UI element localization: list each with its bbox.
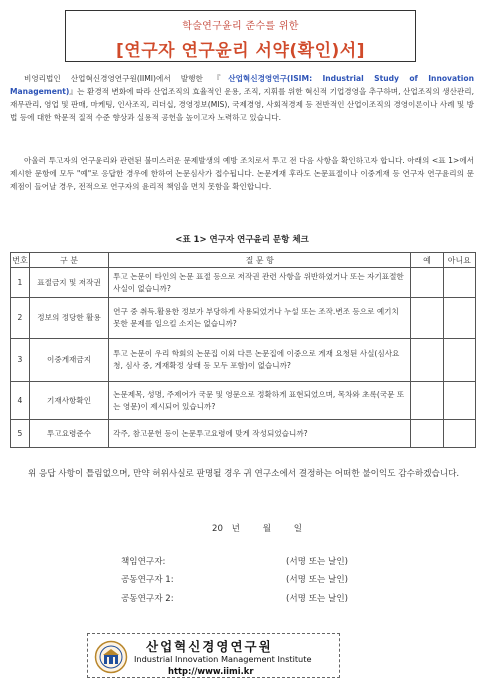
institute-footer <box>87 633 340 678</box>
row-category: 기재사항확인 <box>29 382 108 420</box>
date-year: 20 년 <box>212 524 240 534</box>
row-category: 이중게재금지 <box>29 339 108 382</box>
header-no: 번호 <box>11 253 30 268</box>
intro-p1-start: 비영리법인 산업혁신경영연구원(IIMI)에서 발행한 『 <box>24 74 229 83</box>
journal-name: 산업혁신경영연구(ISIM: Industrial Study of Innovation Management) <box>10 74 474 96</box>
signer-role-co1: 공동연구자 1: <box>121 575 174 585</box>
table-row <box>11 339 476 382</box>
row-question: 연구 중 취득.활용한 정보가 부당하게 사용되었거나 누설 또는 조작.변조 등으로 예기치 못한 문제를 일으킬 소지는 없습니까? <box>109 298 411 339</box>
document-title: [연구자 연구윤리 서약(확인)서] <box>116 41 365 61</box>
header-question: 질 문 항 <box>109 253 411 268</box>
row-number: 5 <box>11 420 30 448</box>
date-month: 월 <box>262 524 272 534</box>
answer-yes-cell[interactable] <box>411 339 443 382</box>
answer-no-cell[interactable] <box>443 382 475 420</box>
signer-role-principal: 책임연구자: <box>121 557 166 567</box>
row-number: 4 <box>11 382 30 420</box>
table-header-row <box>11 253 476 268</box>
table-row <box>11 382 476 420</box>
row-number: 1 <box>11 268 30 298</box>
answer-yes-cell[interactable] <box>411 268 443 298</box>
signature-field-co2[interactable]: (서명 또는 날인) <box>286 594 348 604</box>
answer-no-cell[interactable] <box>443 298 475 339</box>
header-no-answer: 아니요 <box>443 253 475 268</box>
row-question: 각주, 참고문헌 등이 논문투고요령에 맞게 작성되었습니까? <box>109 420 411 448</box>
institute-url-link[interactable]: http://www.iimi.kr <box>168 666 254 676</box>
institute-name-korean: 산업혁신경영연구원 <box>146 639 273 654</box>
row-number: 2 <box>11 298 30 339</box>
ethics-check-table <box>10 252 476 448</box>
answer-no-cell[interactable] <box>443 268 475 298</box>
answer-yes-cell[interactable] <box>411 420 443 448</box>
signer-role-co2: 공동연구자 2: <box>121 594 174 604</box>
row-category: 투고요령준수 <box>29 420 108 448</box>
table-caption: <표 1> 연구자 연구윤리 문항 체크 <box>175 235 309 245</box>
confirmation-statement: 위 응답 사항이 틀림없으며, 만약 허위사실로 판명될 경우 귀 연구소에서 결정하는 어떠한 불이익도 감수하겠습니다. <box>28 469 460 479</box>
document-header <box>65 10 416 62</box>
intro-paragraph-1 <box>10 72 474 124</box>
date-line <box>212 522 316 534</box>
date-day: 일 <box>293 524 303 534</box>
intro-paragraph-2: 아울러 투고자의 연구윤리와 관련된 불미스러운 문제발생의 예방 조치로서 투고 전 다음 사항을 확인하고자 합니다. 아래의 <표 1>에서 제시한 문항에 모두 "예"로 응답한 경우에 한하여 논문심사가 접수됩니다. 논문게재 후라도 논문표절이나 이중게재 등 연구자 연구윤리의 문제점이 들어날 경우, 전적으로 연구자의 윤리적 책임을 면치 못함을 확인합니다. <box>10 156 474 191</box>
row-question: 투고 논문이 타인의 논문 표절 등으로 저작권 관련 사항을 위반하였거나 또는 자기표절한 사실이 없습니까? <box>109 268 411 298</box>
signature-field-principal[interactable]: (서명 또는 날인) <box>286 557 348 567</box>
institute-emblem-icon <box>94 640 128 674</box>
header-subtitle: 학술연구윤리 준수를 위한 <box>182 21 299 32</box>
row-number: 3 <box>11 339 30 382</box>
row-category: 표절금지 및 저작권 <box>29 268 108 298</box>
answer-yes-cell[interactable] <box>411 382 443 420</box>
row-question: 투고 논문이 우리 학회의 논문집 이외 다른 논문집에 이중으로 게재 요청된 사실(심사요청, 심사 중, 게재확정 상태 등 모두 포함)이 없습니까? <box>109 339 411 382</box>
signature-field-co1[interactable]: (서명 또는 날인) <box>286 575 348 585</box>
row-question: 논문제목, 성명, 주제어가 국문 및 영문으로 정확하게 표현되었으며, 목차와 초록(국문 또는 영문)이 제시되어 있습니까? <box>109 382 411 420</box>
institute-name-english: Industrial Innovation Management Institute <box>134 654 312 664</box>
table-row <box>11 298 476 339</box>
answer-no-cell[interactable] <box>443 420 475 448</box>
answer-yes-cell[interactable] <box>411 298 443 339</box>
row-category: 정보의 정당한 활용 <box>29 298 108 339</box>
header-yes: 예 <box>411 253 443 268</box>
intro-p1-rest: 』는 환경적 변화에 따라 산업조직의 효율적인 운용, 조직, 지휘를 위한 혁신적 기업경영을 추구하며, 산업조직의 생산관리, 재무관리, 영업 및 판매, 마케팅, 인사조직, 리더십, 경영정보(MIS), 국제경영, 사회적경제 등 전반적인 산업이조직의 경영이론이나 사례 및 방법 등에 대한 학문적 질적 수준 향상과 실용적 공헌을 높이고자 노력하고 있습니다. <box>10 87 474 122</box>
header-category: 구 분 <box>29 253 108 268</box>
table-row <box>11 420 476 448</box>
table-row <box>11 268 476 298</box>
answer-no-cell[interactable] <box>443 339 475 382</box>
